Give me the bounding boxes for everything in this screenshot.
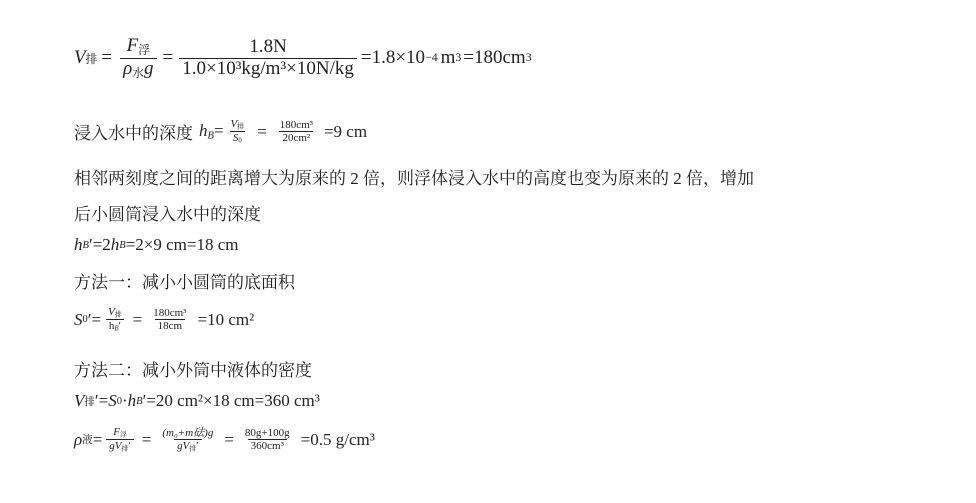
method-two-heading: 方法二：减小外筒中液体的密度	[74, 361, 312, 380]
var-v: V	[74, 47, 86, 69]
equation-density: ρ 液 = $\frac{F_浮}{gV_排'}$ = $\frac{\text{(m₀+m砝)g}}{gV_排'}$ = $\frac{80g+100g}{\text{360cm³}}$ =0.5 g/cm³	[74, 426, 375, 453]
method-one-heading: 方法一：减小小圆筒的底面积	[74, 273, 295, 292]
equation-s0-prime: S 0 ′= $\frac{V_排}{h_B'}$ = $\frac{\text{180cm³}}{18cm}$ =10 cm²	[74, 306, 255, 333]
fraction-numeric: $\frac{1.8N}{\text{1.0×10³kg/m³×10N/kg}}$	[179, 37, 357, 80]
fraction-f-over-rho-g: $\frac{F_浮}{\rho_水g}$	[120, 36, 156, 81]
text-paragraph-1: 相邻两刻度之间的距离增大为原来的 2 倍，则浮体浸入水中的高度也变为原来的 2 倍，增加	[74, 169, 754, 188]
equation-v-prime: V 排 ′= S 0 · h B ′=20 cm²×18 cm=360 cm³	[74, 391, 320, 410]
line-immersion-depth: 浸入水中的深度 $h_B=$ $\frac{V_排}{S_0}$ = $\frac{\text{180cm³}}{\text{20cm²}}$ =9 cm	[74, 118, 368, 145]
equation-hb-prime: h B ′=2 h B =2×9 cm=18 cm	[74, 235, 239, 254]
equation-volume-displaced: V 排 = $\frac{F_浮}{\rho_水g}$ = $\frac{1.8N}{\text{1.0×10³kg/m³×10N/kg}}$ =1.8×10 −4 m 3 =180cm 3	[74, 35, 532, 80]
text-paragraph-2: 后小圆筒浸入水中的深度	[74, 205, 261, 224]
